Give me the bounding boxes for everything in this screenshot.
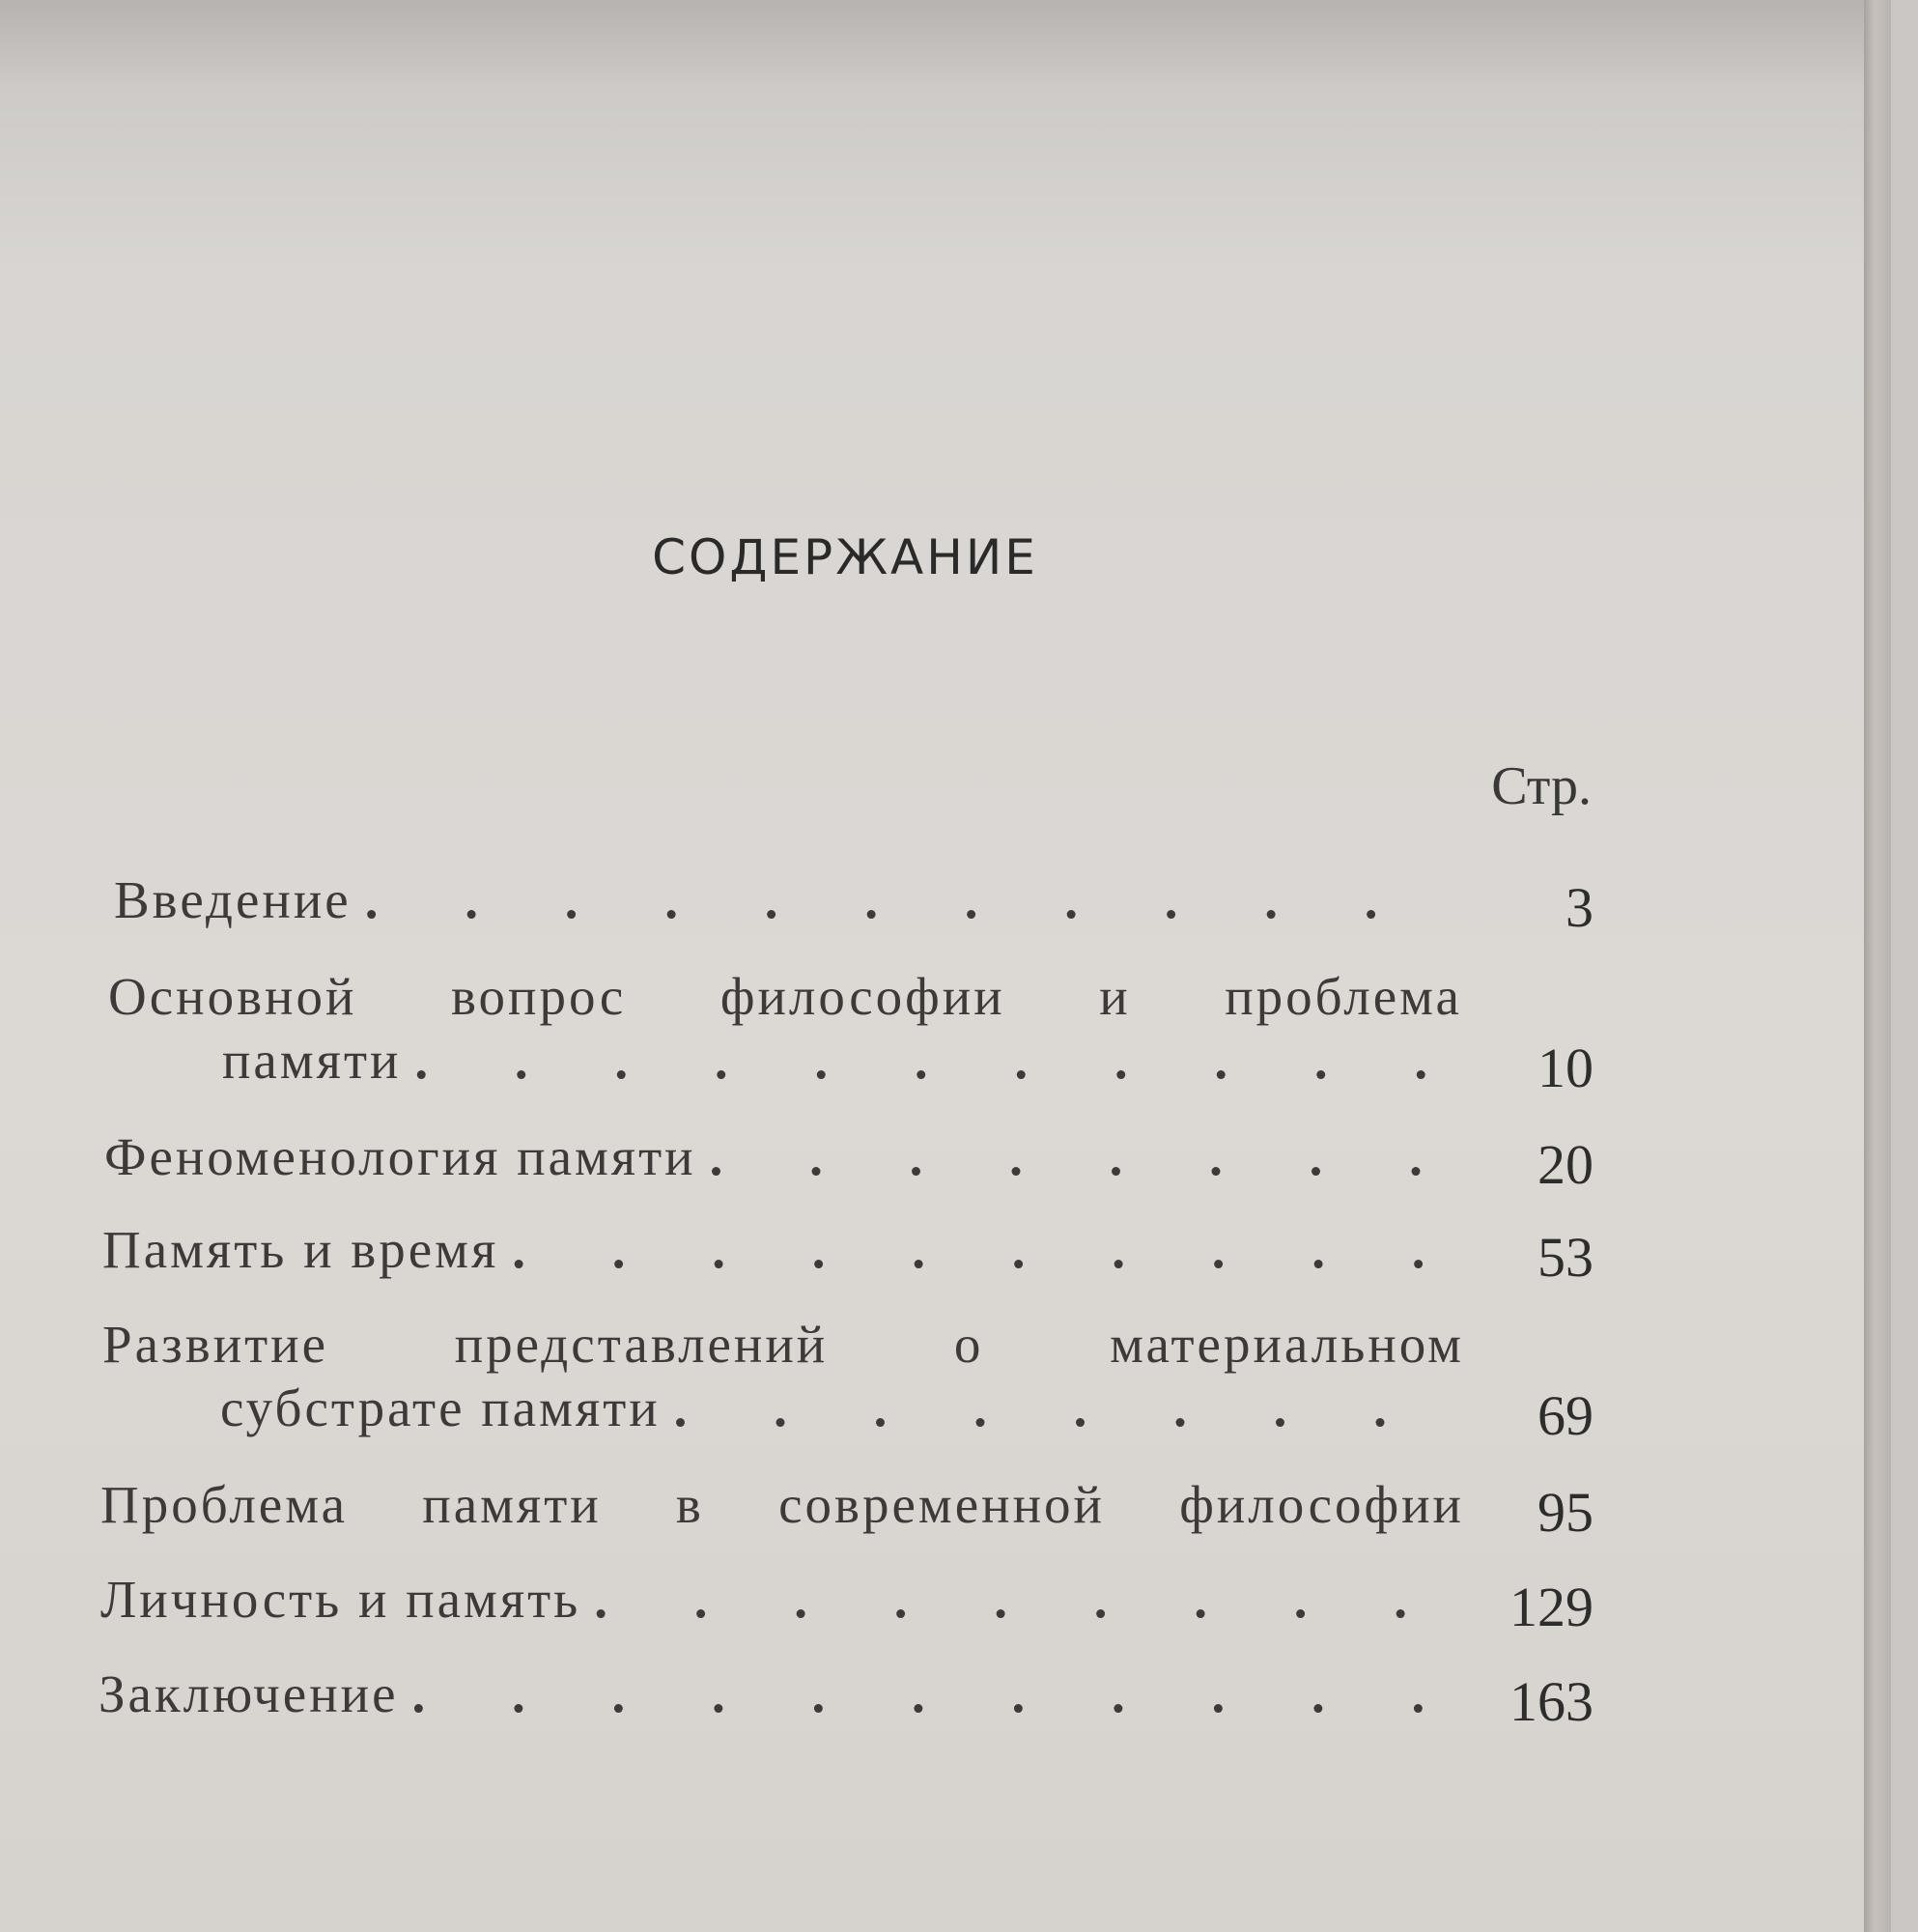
- toc-entry-page: 53: [1537, 1226, 1594, 1289]
- toc-entry-page: 3: [1565, 876, 1594, 939]
- toc-entry: [108, 966, 1462, 1036]
- toc-entry-title: Память и время: [102, 1220, 499, 1279]
- toc-entry-word: философии: [719, 967, 1005, 1026]
- toc-entry-title: Феноменология памяти: [104, 1127, 696, 1186]
- toc-entry: [100, 1569, 1466, 1638]
- toc-entry-word: материальном: [1110, 1315, 1464, 1374]
- toc-entry-title: субстрате памяти: [220, 1378, 661, 1437]
- toc-entry-title: Введение: [114, 870, 352, 929]
- toc-entry: [102, 1314, 1464, 1383]
- toc-entry: [114, 869, 1466, 939]
- dot-leader: [512, 1219, 1453, 1280]
- dot-leader: [674, 1378, 1453, 1438]
- toc-entry-page: 95: [1537, 1481, 1594, 1544]
- toc-entry-word: Развитие: [102, 1315, 329, 1374]
- toc-entry-word: проблема: [1225, 967, 1462, 1026]
- toc-entry-title: памяти: [222, 1031, 402, 1090]
- toc-entry-word: современной: [778, 1475, 1105, 1534]
- toc-entry-word: Проблема: [100, 1475, 349, 1534]
- toc-entry: [104, 1126, 1466, 1196]
- toc-entry-word: памяти: [422, 1475, 602, 1534]
- dot-leader: [710, 1126, 1453, 1187]
- contents-heading: СОДЕРЖАНИЕ: [652, 529, 1038, 585]
- page-column-label: Стр.: [1491, 756, 1592, 816]
- page-edge: [1864, 0, 1891, 1932]
- toc-entry-page: 10: [1537, 1037, 1594, 1099]
- toc-entry: [102, 1219, 1466, 1289]
- toc-entry-page: 69: [1537, 1384, 1594, 1447]
- toc-entry-page: 163: [1509, 1670, 1594, 1733]
- dot-leader: [594, 1569, 1453, 1630]
- toc-entry-word: и: [1099, 967, 1131, 1026]
- toc-entry-page: 20: [1537, 1133, 1594, 1196]
- toc-entry-word: о: [953, 1315, 984, 1374]
- toc-entry-continuation: [220, 1378, 1466, 1447]
- toc-entry: [100, 1474, 1464, 1544]
- toc-entry-title: Заключение: [99, 1664, 399, 1723]
- toc-entry-continuation: [222, 1030, 1466, 1099]
- dot-leader: [414, 1030, 1453, 1091]
- toc-entry-word: философии: [1179, 1475, 1464, 1534]
- toc-entry-word: Основной: [108, 967, 357, 1026]
- toc-entry-title: Личность и память: [100, 1570, 581, 1629]
- toc-entry-word: представлений: [454, 1315, 829, 1374]
- toc-entry-page: 129: [1509, 1576, 1594, 1638]
- toc-entry-word: в: [675, 1475, 704, 1534]
- dot-leader: [365, 869, 1453, 930]
- toc-entry-word: вопрос: [450, 967, 627, 1026]
- toc-entry: [99, 1663, 1466, 1733]
- dot-leader: [411, 1663, 1453, 1724]
